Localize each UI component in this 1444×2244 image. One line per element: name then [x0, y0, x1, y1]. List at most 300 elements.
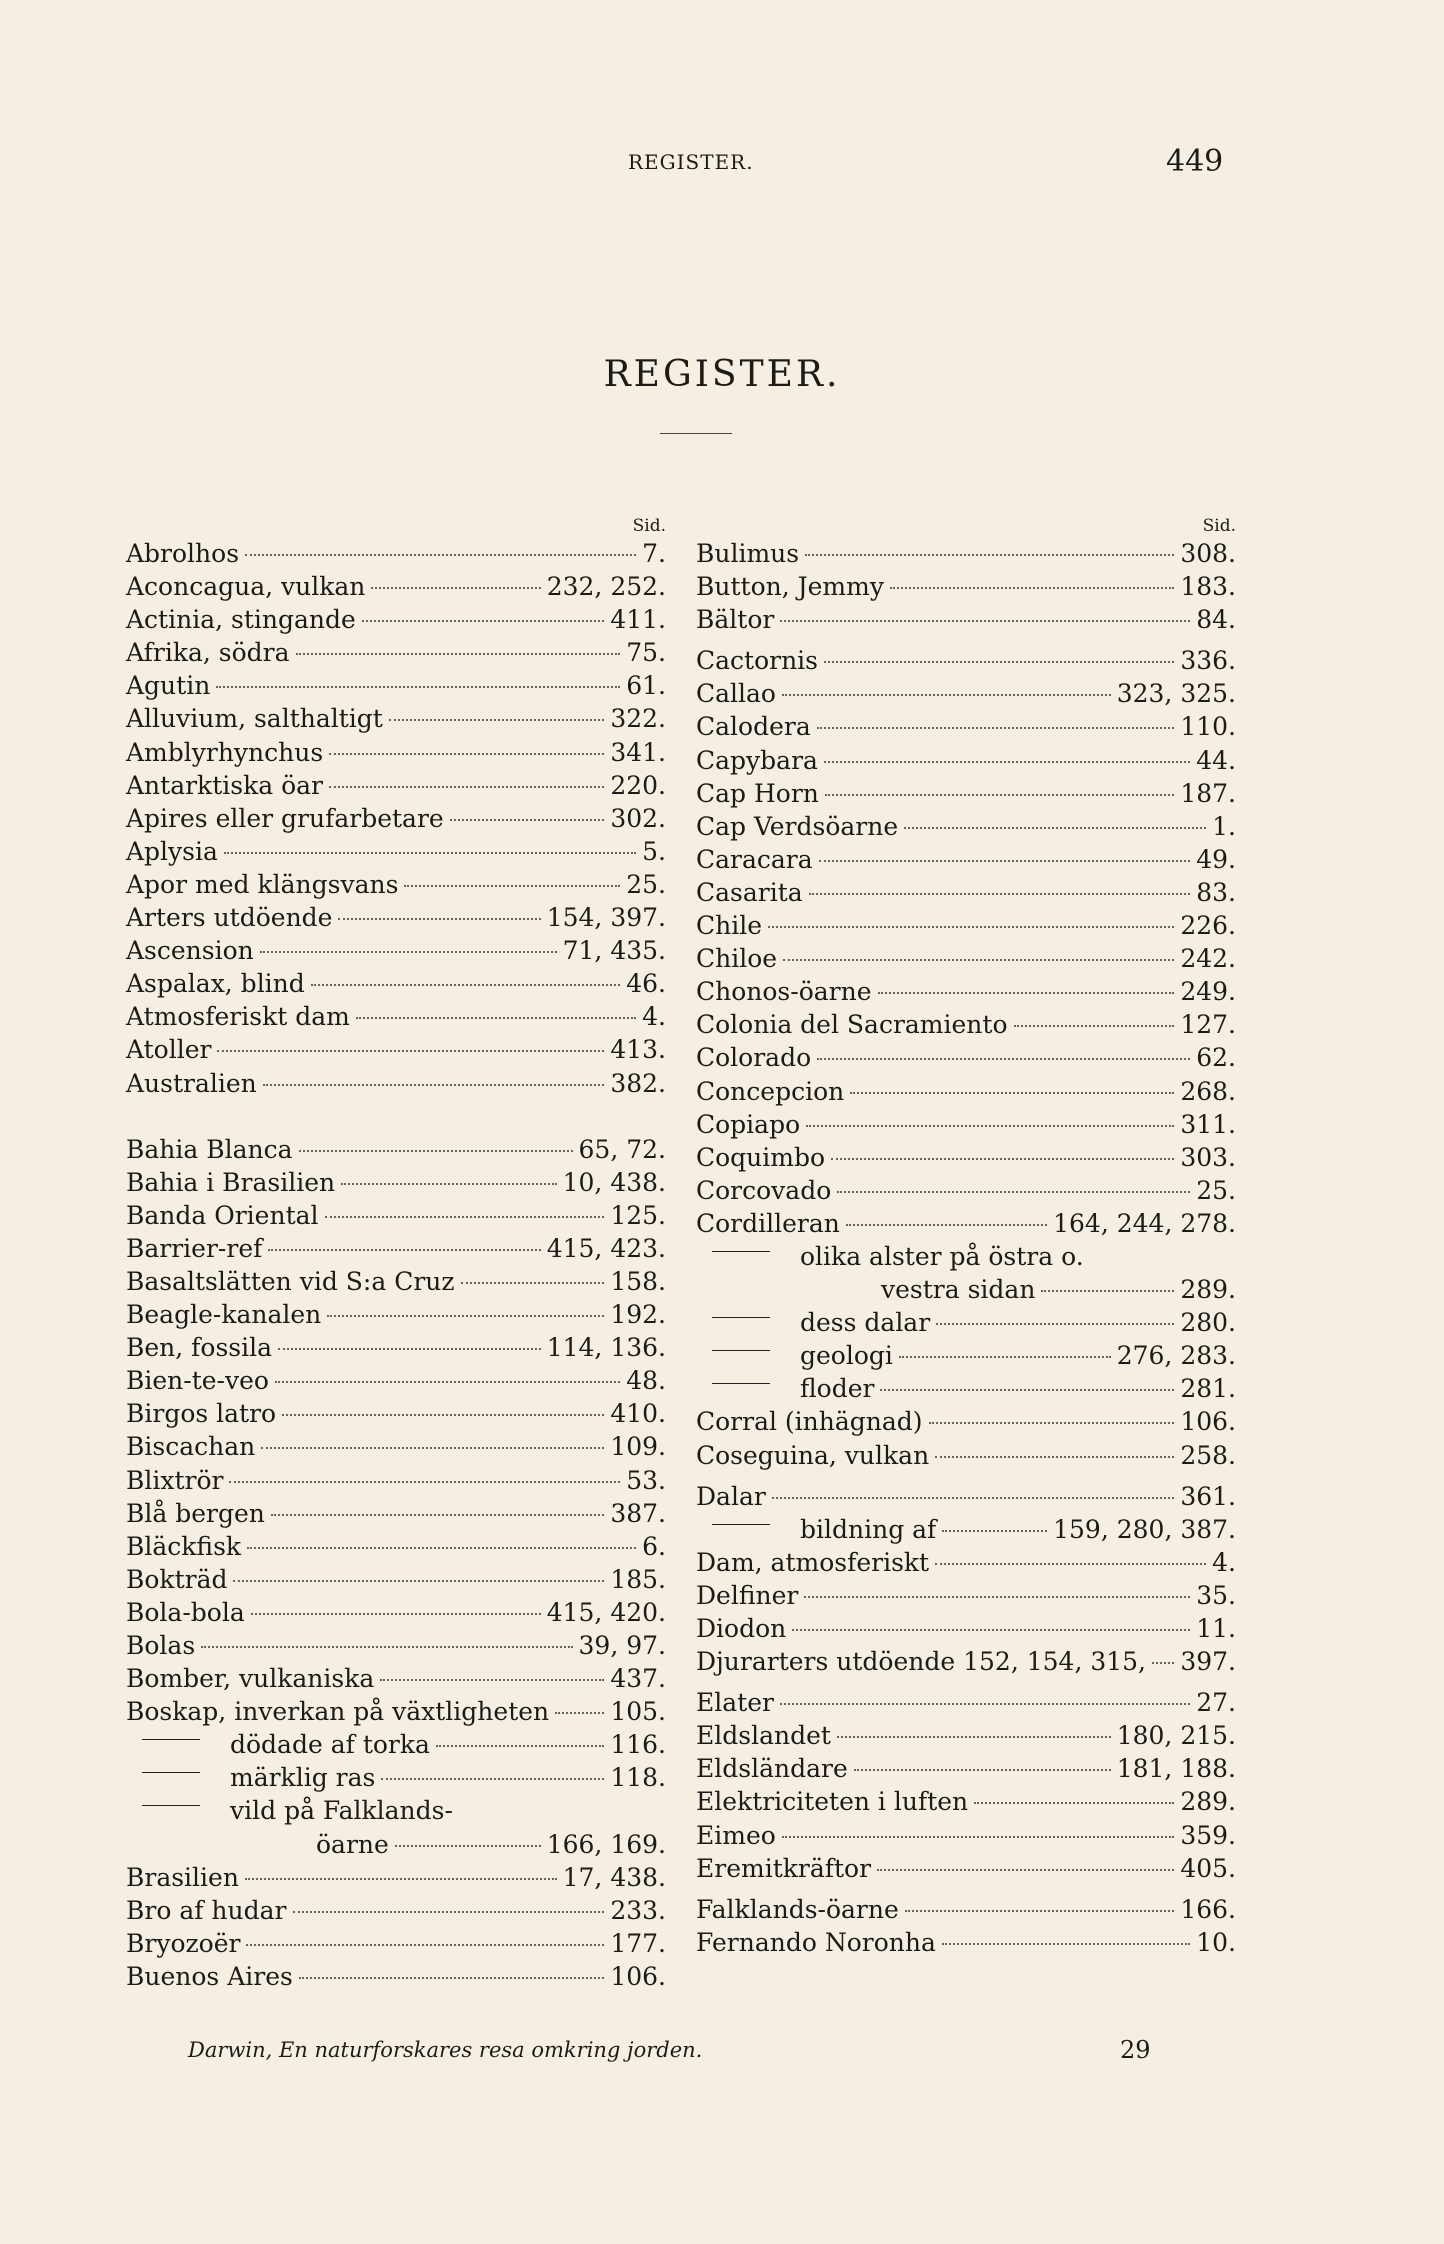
- index-entry: [696, 1893, 1236, 1926]
- index-term: Barrier-ref: [126, 1233, 263, 1263]
- index-term: Fernando Noronha: [696, 1927, 936, 1957]
- dot-leader: [809, 893, 1191, 895]
- index-pages: 158.: [610, 1266, 666, 1296]
- index-pages: 166, 169.: [546, 1829, 666, 1859]
- index-pages: 302.: [610, 803, 666, 833]
- index-pages: 164, 244, 278.: [1053, 1208, 1236, 1238]
- index-term: Corral (inhägnad): [696, 1407, 923, 1437]
- dot-leader: [1041, 1290, 1174, 1292]
- index-term: dess dalar: [800, 1308, 931, 1338]
- index-entry: [126, 1794, 666, 1827]
- dot-leader: [935, 1456, 1174, 1458]
- index-entry: [696, 537, 1236, 570]
- index-term: Diodon: [696, 1614, 787, 1643]
- ditto-dash: [142, 1805, 200, 1806]
- index-entry: [696, 843, 1236, 876]
- dot-leader: [805, 554, 1174, 556]
- dot-leader: [268, 1249, 540, 1251]
- dot-leader: [380, 1679, 604, 1681]
- index-pages: 323, 325.: [1116, 679, 1236, 709]
- index-entry: [126, 1232, 666, 1265]
- index-pages: 268.: [1180, 1076, 1236, 1106]
- index-term: Chile: [696, 911, 763, 941]
- dot-leader: [341, 1183, 557, 1185]
- index-pages: 116.: [610, 1730, 666, 1760]
- index-term: Birgos latro: [126, 1399, 277, 1429]
- index-entry: [126, 1761, 666, 1794]
- index-entry: [696, 1240, 1236, 1273]
- dot-leader: [792, 1629, 1190, 1631]
- index-entry: [126, 1497, 666, 1530]
- index-term: Cactornis: [696, 646, 819, 676]
- index-term: Aconcagua, vulkan: [126, 572, 366, 602]
- dot-leader: [877, 1869, 1174, 1871]
- index-term: Eremitkräftor: [696, 1853, 872, 1883]
- index-entry: [126, 868, 666, 901]
- index-term: Biscachan: [126, 1432, 256, 1462]
- dot-leader: [942, 1530, 1047, 1532]
- index-term: Casarita: [696, 877, 803, 907]
- index-entry: [696, 1273, 1236, 1306]
- index-term: Afrika, södra: [126, 638, 290, 668]
- index-term: Calodera: [696, 712, 811, 742]
- index-pages: 71, 435.: [562, 936, 666, 966]
- index-term: Eldslandet: [696, 1721, 831, 1751]
- index-pages: 106.: [610, 1961, 666, 1991]
- dot-leader: [782, 694, 1111, 696]
- index-entry: [126, 1530, 666, 1563]
- index-pages: 127.: [1180, 1010, 1236, 1040]
- index-entry: [126, 603, 666, 636]
- index-pages: 65, 72.: [578, 1134, 666, 1164]
- index-term: Bien-te-veo: [126, 1366, 269, 1396]
- index-group-gap: [696, 1678, 1236, 1686]
- index-pages: 105.: [610, 1697, 666, 1727]
- index-term: Aplysia: [126, 836, 218, 866]
- index-term: Chiloe: [696, 944, 778, 974]
- dot-leader: [327, 1315, 604, 1317]
- dot-leader: [271, 1514, 604, 1516]
- index-term: Delfiner: [696, 1580, 799, 1610]
- index-entry: [126, 736, 666, 769]
- index-pages: 233.: [610, 1895, 666, 1925]
- index-pages: 185.: [610, 1564, 666, 1594]
- index-term: Amblyrhynchus: [126, 737, 324, 767]
- dot-leader: [768, 926, 1174, 928]
- index-entry: [696, 876, 1236, 909]
- index-entry: [696, 1819, 1236, 1852]
- index-entry: [696, 1075, 1236, 1108]
- index-term: Concepcion: [696, 1076, 845, 1106]
- index-pages: 11.: [1196, 1614, 1236, 1643]
- dot-leader: [854, 1769, 1111, 1771]
- index-term: dödade af torka: [230, 1730, 430, 1760]
- dot-leader: [837, 1736, 1111, 1738]
- index-entry: [696, 1008, 1236, 1041]
- index-pages: 46.: [626, 969, 666, 999]
- index-term: Apires eller grufarbetare: [126, 803, 444, 833]
- index-pages: 359.: [1180, 1820, 1236, 1850]
- index-term: Chonos-öarne: [696, 977, 872, 1007]
- index-term: Bryozoër: [126, 1928, 241, 1958]
- index-pages: 48.: [626, 1366, 666, 1396]
- index-term: Brasilien: [126, 1862, 239, 1892]
- index-term: Agutin: [126, 671, 211, 701]
- index-pages: 44.: [1196, 745, 1236, 775]
- index-term: Dalar: [696, 1481, 766, 1511]
- index-term: Bläckfisk: [126, 1531, 242, 1561]
- index-entry: [126, 967, 666, 1000]
- index-term: Eldsländare: [696, 1754, 848, 1784]
- index-entry: [126, 802, 666, 835]
- index-entry: [126, 669, 666, 702]
- index-term: Antarktiska öar: [126, 770, 323, 800]
- dot-leader: [817, 1058, 1190, 1060]
- index-pages: 4.: [642, 1002, 666, 1032]
- index-term: Dam, atmosferiskt: [696, 1547, 930, 1577]
- index-pages: 114, 136.: [546, 1333, 666, 1363]
- dot-leader: [817, 727, 1175, 729]
- index-pages: 154, 397.: [546, 903, 666, 933]
- index-term: Elater: [696, 1688, 774, 1718]
- index-entry: [126, 570, 666, 603]
- index-pages: 192.: [610, 1300, 666, 1330]
- dot-leader: [260, 951, 557, 953]
- index-pages: 10, 438.: [562, 1167, 666, 1197]
- index-entry: [696, 603, 1236, 636]
- index-term: Australien: [126, 1068, 257, 1098]
- index-entry: [126, 1629, 666, 1662]
- index-pages: 17, 438.: [562, 1862, 666, 1892]
- index-entry: [126, 1265, 666, 1298]
- dot-leader: [783, 959, 1174, 961]
- index-term: Bältor: [696, 605, 775, 635]
- index-pages: 311.: [1180, 1109, 1236, 1139]
- dot-leader: [404, 885, 620, 887]
- index-entry: [126, 1199, 666, 1232]
- index-entry: [126, 537, 666, 570]
- index-pages: 410.: [610, 1399, 666, 1429]
- index-term: floder: [800, 1374, 875, 1404]
- index-pages: 289.: [1180, 1275, 1236, 1305]
- index-entry: [126, 1067, 666, 1100]
- index-term: Corcovado: [696, 1175, 832, 1205]
- index-pages: 109.: [610, 1432, 666, 1462]
- index-pages: 387.: [610, 1498, 666, 1528]
- index-entry: [696, 710, 1236, 743]
- dot-leader: [381, 1778, 604, 1780]
- dot-leader: [224, 852, 636, 854]
- footer-credit: Darwin, En naturforskares resa omkring jorden.: [188, 2038, 703, 2062]
- index-entry: [126, 1464, 666, 1497]
- index-term: Blixtrör: [126, 1465, 224, 1495]
- index-entry: [126, 934, 666, 967]
- index-pages: 405.: [1180, 1853, 1236, 1883]
- dot-leader: [780, 620, 1190, 622]
- index-term: Arters utdöende: [126, 903, 333, 933]
- dot-leader: [772, 1497, 1175, 1499]
- index-pages: 415, 420.: [546, 1597, 666, 1627]
- dot-leader: [299, 1150, 573, 1152]
- dot-leader: [450, 819, 605, 821]
- index-entry: [126, 1728, 666, 1761]
- dot-leader: [246, 1944, 604, 1946]
- index-term: Cordilleran: [696, 1208, 840, 1238]
- index-pages: 180, 215.: [1116, 1721, 1236, 1751]
- index-entry: [126, 1596, 666, 1629]
- dot-leader: [299, 1977, 605, 1979]
- index-term: Apor med klängsvans: [126, 869, 399, 899]
- dot-leader: [819, 860, 1191, 862]
- index-column-left: [126, 515, 666, 1993]
- index-term: Colorado: [696, 1043, 812, 1073]
- index-term: Cap Horn: [696, 778, 819, 808]
- index-entry: [696, 1339, 1236, 1372]
- index-entry: [696, 744, 1236, 777]
- index-pages: 308.: [1180, 539, 1236, 568]
- index-entry: [126, 1828, 666, 1861]
- index-pages: 27.: [1196, 1688, 1236, 1718]
- page-number: 449: [1166, 144, 1224, 179]
- dot-leader: [245, 1878, 557, 1880]
- index-entry: [696, 1439, 1236, 1472]
- index-entry: [696, 1852, 1236, 1885]
- dot-leader: [275, 1381, 620, 1383]
- index-term: Abrolhos: [126, 539, 240, 568]
- index-entry: [696, 777, 1236, 810]
- index-pages: 341.: [610, 737, 666, 767]
- index-entry: [696, 570, 1236, 603]
- index-term: Djurarters utdöende 152, 154, 315,: [696, 1647, 1146, 1677]
- index-entry: [696, 644, 1236, 677]
- index-pages: 437.: [610, 1664, 666, 1694]
- dot-leader: [461, 1282, 605, 1284]
- dot-leader: [371, 587, 540, 589]
- index-pages: 25.: [626, 869, 666, 899]
- index-entry: [126, 1430, 666, 1463]
- index-pages: 106.: [1180, 1407, 1236, 1437]
- index-term: Aspalax, blind: [126, 969, 305, 999]
- dot-leader: [1152, 1662, 1174, 1664]
- dot-leader: [555, 1712, 604, 1714]
- index-pages: 181, 188.: [1116, 1754, 1236, 1784]
- index-term: bildning af: [800, 1514, 937, 1544]
- dot-leader: [837, 1191, 1190, 1193]
- dot-leader: [311, 984, 620, 986]
- dot-leader: [831, 1158, 1174, 1160]
- index-entry: [126, 1927, 666, 1960]
- index-term: olika alster på östra o.: [800, 1241, 1084, 1271]
- dot-leader: [850, 1092, 1174, 1094]
- index-term: Alluvium, salthaltigt: [126, 704, 383, 734]
- index-entry: [696, 942, 1236, 975]
- index-term: Coseguina, vulkan: [696, 1440, 930, 1470]
- index-term: Boskap, inverkan på växtligheten: [126, 1697, 550, 1727]
- index-entry: [126, 702, 666, 735]
- index-term: Basaltslätten vid S:a Cruz: [126, 1266, 455, 1296]
- index-entry: [696, 1405, 1236, 1438]
- index-pages: 322.: [610, 704, 666, 734]
- index-entry: [126, 1331, 666, 1364]
- index-pages: 75.: [626, 638, 666, 668]
- index-entry: [696, 1513, 1236, 1546]
- index-term: Bolas: [126, 1631, 196, 1660]
- index-entry: [696, 1645, 1236, 1678]
- index-entry: [696, 1372, 1236, 1405]
- index-term: Coquimbo: [696, 1142, 826, 1172]
- index-pages: 7.: [642, 539, 666, 568]
- index-group-gap: [696, 1472, 1236, 1480]
- dot-leader: [329, 786, 604, 788]
- index-entry: [696, 1207, 1236, 1240]
- index-pages: 159, 280, 387.: [1053, 1514, 1236, 1544]
- index-pages: 118.: [610, 1763, 666, 1793]
- dot-leader: [904, 827, 1206, 829]
- index-term: Atmosferiskt dam: [126, 1002, 350, 1032]
- index-pages: 220.: [610, 770, 666, 800]
- dot-leader: [436, 1745, 604, 1747]
- running-header: [0, 144, 1444, 190]
- index-entry: [126, 1033, 666, 1066]
- index-term: Bulimus: [696, 539, 800, 568]
- index-column-right: [696, 515, 1236, 1959]
- dot-leader: [935, 1563, 1206, 1565]
- index-pages: 166.: [1180, 1894, 1236, 1924]
- dot-leader: [974, 1802, 1174, 1804]
- index-term: Bomber, vulkaniska: [126, 1664, 375, 1694]
- index-term: Buenos Aires: [126, 1961, 293, 1991]
- index-group-spacer: [126, 1100, 666, 1133]
- dot-leader: [824, 661, 1174, 663]
- index-pages: 25.: [1196, 1175, 1236, 1205]
- dot-leader: [201, 1646, 572, 1648]
- dot-leader: [362, 620, 605, 622]
- index-pages: 1.: [1212, 811, 1236, 841]
- dot-leader: [942, 1943, 1190, 1945]
- index-term: Bro af hudar: [126, 1895, 287, 1925]
- index-entry: [126, 769, 666, 802]
- index-pages: 49.: [1196, 844, 1236, 874]
- index-entry: [126, 1960, 666, 1993]
- index-group-gap: [696, 636, 1236, 644]
- index-entry: [126, 1133, 666, 1166]
- ditto-dash: [712, 1524, 770, 1525]
- index-pages: 413.: [610, 1035, 666, 1065]
- index-pages: 125.: [610, 1200, 666, 1230]
- index-term: Bahia Blanca: [126, 1134, 293, 1164]
- index-entry: [696, 1480, 1236, 1513]
- index-term: Colonia del Sacramiento: [696, 1010, 1008, 1040]
- index-term: Caracara: [696, 844, 813, 874]
- dot-leader: [806, 1125, 1174, 1127]
- index-pages: 6.: [642, 1531, 666, 1561]
- index-group-gap: [696, 1885, 1236, 1893]
- dot-leader: [296, 653, 621, 655]
- index-entry: [696, 1108, 1236, 1141]
- index-entry: [696, 1612, 1236, 1645]
- index-entry: [696, 1785, 1236, 1818]
- index-term: Cap Verdsöarne: [696, 811, 899, 841]
- index-pages: 183.: [1180, 572, 1236, 602]
- dot-leader: [878, 992, 1175, 994]
- index-pages: 53.: [626, 1465, 666, 1495]
- index-term: Bahia i Brasilien: [126, 1167, 336, 1197]
- index-entry: [696, 909, 1236, 942]
- index-pages: 249.: [1180, 977, 1236, 1007]
- index-entry: [126, 1364, 666, 1397]
- index-term: vild på Falklands-: [230, 1796, 453, 1826]
- index-entry: [696, 1174, 1236, 1207]
- ditto-dash: [712, 1350, 770, 1351]
- index-term: Ben, fossila: [126, 1333, 273, 1363]
- index-term: Banda Oriental: [126, 1200, 319, 1230]
- dot-leader: [929, 1422, 1175, 1424]
- index-term: Blå bergen: [126, 1498, 265, 1528]
- dot-leader: [1014, 1025, 1175, 1027]
- dot-leader: [825, 794, 1174, 796]
- index-entry: [696, 1686, 1236, 1719]
- index-entry: [696, 1752, 1236, 1785]
- dot-leader: [251, 1613, 541, 1615]
- index-pages: 10.: [1196, 1927, 1236, 1957]
- index-entry: [126, 1166, 666, 1199]
- ditto-dash: [712, 1317, 770, 1318]
- page-title: REGISTER.: [603, 354, 841, 395]
- dot-leader: [216, 686, 620, 688]
- index-term: Eimeo: [696, 1820, 776, 1850]
- index-pages: 397.: [1180, 1647, 1236, 1677]
- index-pages: 83.: [1196, 877, 1236, 907]
- index-term: Capybara: [696, 745, 818, 775]
- dot-leader: [389, 719, 604, 721]
- index-entry: [126, 1000, 666, 1033]
- running-title: REGISTER.: [628, 150, 754, 174]
- index-entry: [696, 810, 1236, 843]
- title-rule: [660, 433, 732, 434]
- index-pages: 226.: [1180, 911, 1236, 941]
- dot-leader: [880, 1389, 1174, 1391]
- index-entry: [126, 1861, 666, 1894]
- index-entry: [126, 1662, 666, 1695]
- dot-leader: [936, 1323, 1174, 1325]
- index-pages: 62.: [1196, 1043, 1236, 1073]
- index-entry: [696, 1041, 1236, 1074]
- dot-leader: [282, 1414, 604, 1416]
- index-entry: [126, 1894, 666, 1927]
- index-pages: 258.: [1180, 1440, 1236, 1470]
- index-entry: [126, 636, 666, 669]
- index-entry: [696, 1141, 1236, 1174]
- dot-leader: [233, 1580, 604, 1582]
- dot-leader: [824, 761, 1190, 763]
- dot-leader: [338, 918, 540, 920]
- index-entry: [126, 1397, 666, 1430]
- index-pages: 336.: [1180, 646, 1236, 676]
- dot-leader: [782, 1836, 1175, 1838]
- dot-leader: [261, 1447, 604, 1449]
- index-pages: 289.: [1180, 1787, 1236, 1817]
- index-term: märklig ras: [230, 1763, 376, 1793]
- index-entry: [696, 1579, 1236, 1612]
- index-term: Beagle-kanalen: [126, 1300, 322, 1330]
- index-term: Bokträd: [126, 1564, 228, 1594]
- sid-label: Sid.: [632, 516, 666, 536]
- index-term: öarne: [316, 1829, 389, 1859]
- dot-leader: [217, 1050, 604, 1052]
- dot-leader: [899, 1356, 1111, 1358]
- index-entry: [126, 1695, 666, 1728]
- index-term: Ascension: [126, 936, 254, 966]
